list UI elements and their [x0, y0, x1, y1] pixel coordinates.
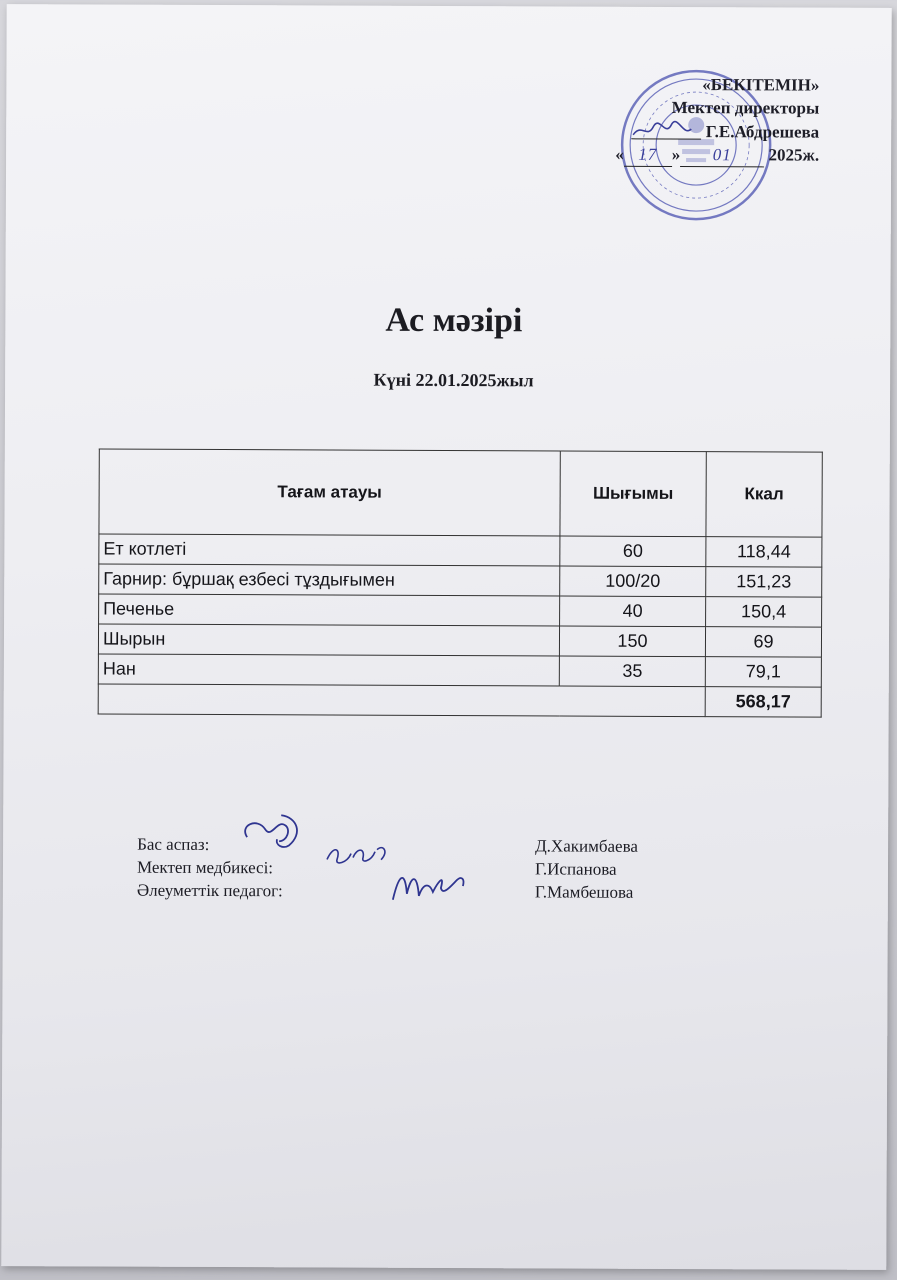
dish-name: Шырын — [98, 624, 559, 656]
dish-portion: 100/20 — [560, 566, 706, 597]
approval-heading: «БЕКІТЕМІН» — [702, 75, 820, 95]
dish-name: Ет котлеті — [99, 534, 560, 566]
signature-person: Г.Мамбешова — [534, 882, 634, 902]
signature-role: Бас аспаз: — [137, 834, 210, 854]
signatures-block — [137, 833, 697, 904]
dish-portion: 40 — [560, 596, 706, 627]
dish-kcal: 118,44 — [706, 537, 822, 568]
dish-kcal: 69 — [705, 627, 821, 658]
signature-person: Д.Хакимбаева — [535, 836, 639, 856]
director-signature — [632, 119, 702, 141]
pedagogue-signature — [389, 866, 469, 906]
header-portion: Шығымы — [560, 451, 706, 537]
chef-signature — [237, 811, 317, 853]
dish-kcal: 151,23 — [706, 567, 822, 598]
dish-portion: 150 — [559, 626, 705, 657]
total-kcal: 568,17 — [705, 687, 821, 718]
table-header-row — [99, 449, 822, 537]
table-row — [98, 624, 821, 657]
director-line — [559, 118, 819, 143]
signature-person: Г.Испанова — [534, 859, 617, 879]
menu-table — [98, 448, 823, 717]
approval-date: « 17 » 01 2025ж. — [559, 142, 819, 167]
table-row — [99, 594, 822, 627]
header-name: Тағам атауы — [99, 449, 560, 536]
document-date: Күні 22.01.2025жыл — [373, 369, 534, 391]
director-position: Мектеп директоры — [671, 97, 820, 118]
document-title: Ас мәзірі — [385, 301, 523, 340]
approval-month: 01 — [680, 143, 764, 167]
approval-day: 17 — [624, 143, 672, 167]
approval-block — [559, 72, 819, 167]
document-page — [1, 4, 891, 1270]
dish-kcal: 79,1 — [705, 657, 821, 688]
dish-portion: 35 — [559, 656, 705, 687]
dish-name: Гарнир: бұршақ езбесі тұздығымен — [99, 564, 560, 596]
dish-name: Печенье — [99, 594, 560, 626]
table-row — [99, 534, 822, 567]
table-row — [98, 654, 821, 687]
table-row — [99, 564, 822, 597]
dish-kcal: 150,4 — [706, 597, 822, 628]
signature-role: Әлеуметтік педагог: — [136, 880, 283, 901]
total-row — [98, 684, 821, 717]
signature-role: Мектеп медбикесі: — [136, 857, 274, 878]
signature-row — [137, 833, 697, 858]
total-label-cell — [98, 684, 705, 717]
dish-name: Нан — [98, 654, 559, 686]
nurse-signature — [323, 839, 393, 869]
header-kcal: Ккал — [706, 452, 822, 538]
approval-year: 2025ж. — [768, 145, 820, 165]
dish-portion: 60 — [560, 536, 706, 567]
director-name: Г.Е.Абдрешева — [705, 122, 820, 142]
